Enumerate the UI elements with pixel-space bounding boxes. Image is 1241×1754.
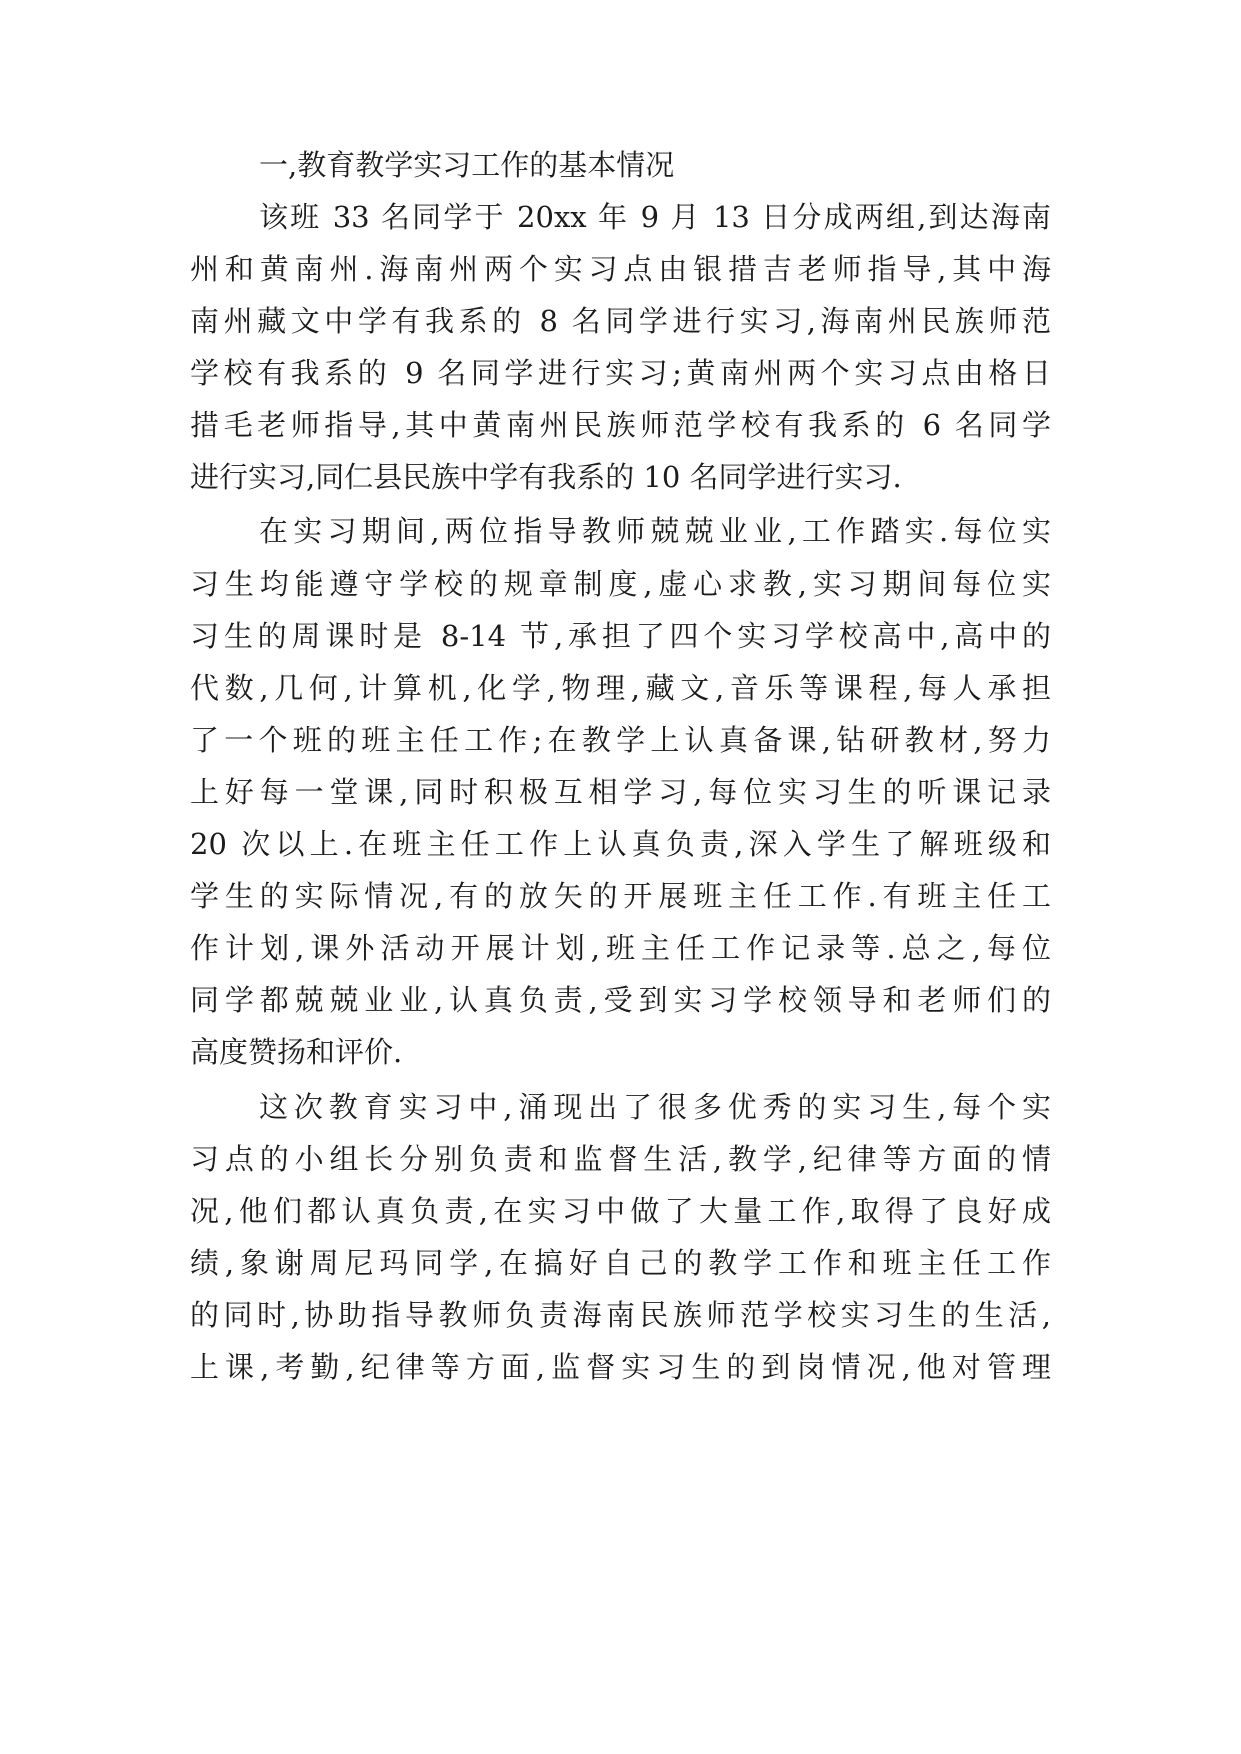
paragraph-2-line: 高度赞扬和评价.: [190, 1035, 403, 1069]
paragraph-2-line: 学生的实际情况,有的放矢的开展班主任工作.有班主任工: [190, 879, 1051, 913]
paragraph-2-line: 代数,几何,计算机,化学,物理,藏文,音乐等课程,每人承担: [190, 671, 1051, 705]
paragraph-2-line: 习生的周课时是 8-14 节,承担了四个实习学校高中,高中的: [190, 619, 1051, 653]
paragraph-2-line: 20 次以上.在班主任工作上认真负责,深入学生了解班级和: [190, 827, 1051, 861]
paragraph-2-line: 在实习期间,两位指导教师兢兢业业,工作踏实.每位实: [259, 514, 1051, 548]
paragraph-2-line: 了一个班的班主任工作;在教学上认真备课,钻研教材,努力: [190, 723, 1051, 757]
paragraph-2-line: 同学都兢兢业业,认真负责,受到实习学校领导和老师们的: [190, 983, 1051, 1017]
paragraph-1-line: 学校有我系的 9 名同学进行实习;黄南州两个实习点由格日: [190, 356, 1051, 390]
paragraph-2-line: 习生均能遵守学校的规章制度,虚心求教,实习期间每位实: [190, 567, 1051, 601]
paragraph-3-line: 绩,象谢周尼玛同学,在搞好自己的教学工作和班主任工作: [190, 1246, 1051, 1280]
section-heading: 一,教育教学实习工作的基本情况: [259, 148, 675, 182]
paragraph-3-line: 这次教育实习中,涌现出了很多优秀的实习生,每个实: [259, 1090, 1051, 1124]
paragraph-1-line: 南州藏文中学有我系的 8 名同学进行实习,海南州民族师范: [190, 304, 1051, 338]
paragraph-3-line: 上课,考勤,纪律等方面,监督实习生的到岗情况,他对管理: [190, 1350, 1051, 1384]
paragraph-1-line: 州和黄南州.海南州两个实习点由银措吉老师指导,其中海: [190, 252, 1051, 286]
paragraph-1-line: 该班 33 名同学于 20xx 年 9 月 13 日分成两组,到达海南: [259, 200, 1051, 234]
paragraph-1-line: 措毛老师指导,其中黄南州民族师范学校有我系的 6 名同学: [190, 408, 1051, 442]
paragraph-2-line: 上好每一堂课,同时积极互相学习,每位实习生的听课记录: [190, 775, 1051, 809]
paragraph-2-line: 作计划,课外活动开展计划,班主任工作记录等.总之,每位: [190, 931, 1051, 965]
paragraph-3-line: 的同时,协助指导教师负责海南民族师范学校实习生的生活,: [190, 1298, 1051, 1332]
paragraph-3-line: 况,他们都认真负责,在实习中做了大量工作,取得了良好成: [190, 1194, 1051, 1228]
paragraph-1-line: 进行实习,同仁县民族中学有我系的 10 名同学进行实习.: [190, 460, 902, 494]
paragraph-3-line: 习点的小组长分别负责和监督生活,教学,纪律等方面的情: [190, 1142, 1051, 1176]
